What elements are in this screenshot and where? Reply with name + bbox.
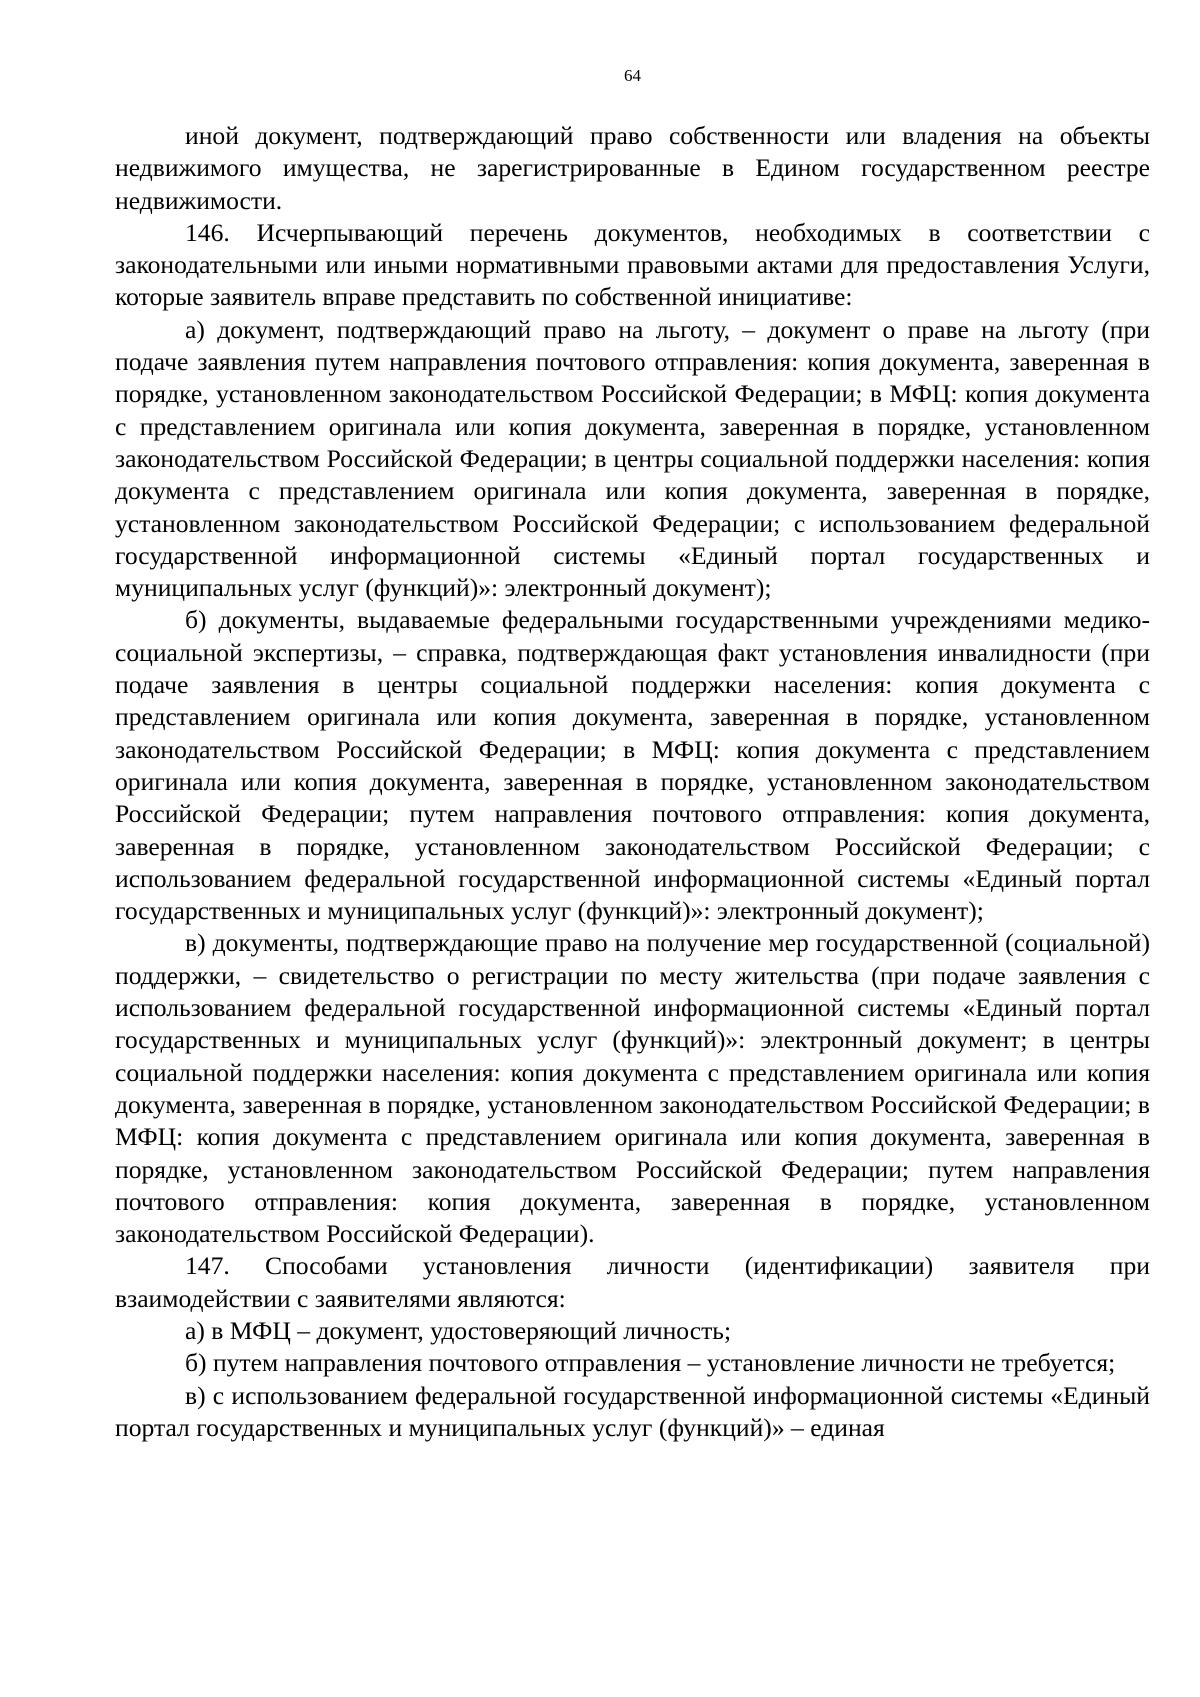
paragraph-147-b: б) путем направления почтового отправления – установление личности не требуется; xyxy=(185,1348,1116,1378)
paragraph-146-v: в) документы, подтверждающие право на получение мер государственной (социальной) поддержки, – свидетельство о регистрации по месту жительства (при подаче заявления с использованием федеральной государственной информационной системы «Единый портал государственных и муниципальных услуг (функций)»: электронный документ; в центры социальной поддержки населения: копия документа с представлением оригинала или копия документа, заверенная в порядке, установленном законодательством Российской Федерации; в МФЦ: копия документа с представлением оригинала или копия документа, заверенная в порядке, установленном законодательством Российской Федерации; путем направления почтового отправления: копия документа, заверенная в порядке, установленном законодательством Российской Федерации). xyxy=(115,928,1150,1249)
paragraph-146-a: а) документ, подтверждающий право на льготу, – документ о праве на льготу (при подаче заявления путем направления почтового отправления: копия документа, заверенная в порядке, установленном законодательством Российской Федерации; в МФЦ: копия документа с представлением оригинала или копия документа, заверенная в порядке, установленном законодательством Российской Федерации; в центры социальной поддержки населения: копия документа с представлением оригинала или копия документа, заверенная в порядке, установленном законодательством Российской Федерации; с использованием федеральной государственной информационной системы «Единый портал государственных и муниципальных услуг (функций)»: электронный документ); xyxy=(115,314,1150,603)
paragraph-ownership-document: иной документ, подтверждающий право собственности или владения на объекты недвижимого имущества, не зарегистрированные в Едином государственном реестре недвижимости. xyxy=(115,121,1150,215)
page-number: 64 xyxy=(624,66,641,85)
document-body xyxy=(115,120,1150,1444)
paragraph-146-b: б) документы, выдаваемые федеральными государственными учреждениями медико-социальной экспертизы, – справка, подтверждающая факт установления инвалидности (при подаче заявления в центры социальной поддержки населения: копия документа с представлением оригинала или копия документа, заверенная в порядке, установленном законодательством Российской Федерации; в МФЦ: копия документа с представлением оригинала или копия документа, заверенная в порядке, установленном законодательством Российской Федерации; путем направления почтового отправления: копия документа, заверенная в порядке, установленном законодательством Российской Федерации; с использованием федеральной государственной информационной системы «Единый портал государственных и муниципальных услуг (функций)»: электронный документ); xyxy=(115,605,1150,926)
paragraph-147-a: а) в МФЦ – документ, удостоверяющий личность; xyxy=(185,1315,732,1345)
paragraph-146: 146. Исчерпывающий перечень документов, необходимых в соответствии с законодательными или иными нормативными правовыми актами для предоставления Услуги, которые заявитель вправе представить по собственной инициативе: xyxy=(115,217,1150,312)
paragraph-147-v: в) с использованием федеральной государственной информационной системы «Единый портал государственных и муниципальных услуг (функций)» – единая xyxy=(115,1380,1150,1442)
paragraph-147: 147. Способами установления личности (идентификации) заявителя при взаимодействии с заявителями являются: xyxy=(115,1251,1150,1313)
document-page xyxy=(115,0,1150,1697)
